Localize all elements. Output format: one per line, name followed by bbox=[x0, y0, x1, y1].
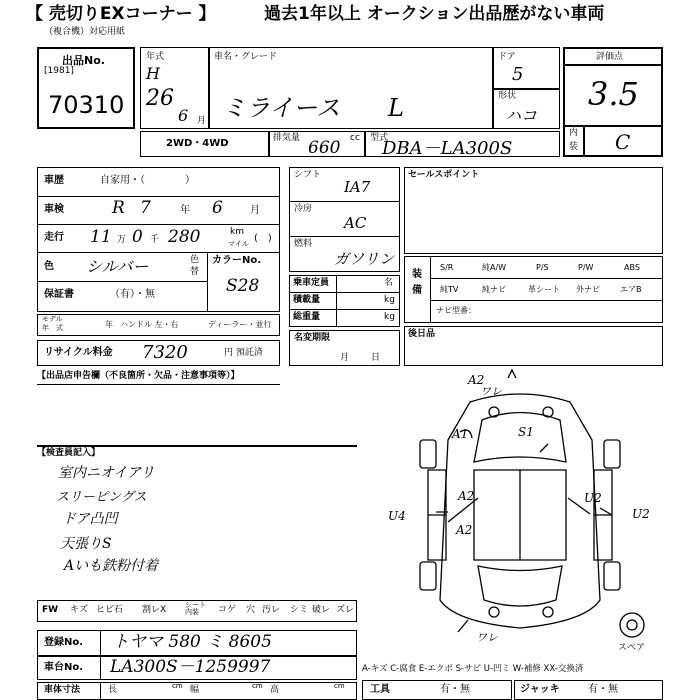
key-legend: A-キズ C-腐食 E-エクボ S-サビ U-凹ミ W-補修 XX-交換済 bbox=[362, 664, 584, 674]
capacity-gross-unit: kg bbox=[384, 312, 395, 322]
name-change-label: 名変期限 bbox=[294, 333, 331, 343]
color-no-value: S28 bbox=[226, 276, 260, 296]
fuel-label: 燃料 bbox=[294, 239, 313, 249]
lot-label: 出品No. bbox=[62, 54, 105, 67]
legend-4: シート内装 bbox=[185, 601, 206, 616]
inspector-note-1: 室内ニオイアリ bbox=[58, 465, 155, 481]
inspection-year: 7 bbox=[140, 198, 151, 218]
model-label: 型式 bbox=[370, 133, 389, 143]
doors-value: 5 bbox=[512, 64, 524, 85]
equip-aw: 純A/W bbox=[482, 263, 507, 272]
score-label: 評価点 bbox=[596, 52, 624, 62]
drive-label: 2WD・4WD bbox=[166, 138, 229, 149]
warranty-label: 保証書 bbox=[44, 289, 74, 300]
mileage-d3: 千 bbox=[150, 235, 160, 245]
ac-label: 冷房 bbox=[294, 204, 313, 214]
mark-a2-top: A2 bbox=[468, 373, 485, 387]
mark-a2-low: A2 bbox=[456, 523, 473, 537]
equipment-label-1: 装 bbox=[412, 269, 422, 280]
mileage-d2: 0 bbox=[132, 227, 143, 247]
jack-value: 有・無 bbox=[588, 684, 618, 695]
interior-value: C bbox=[615, 130, 631, 154]
legend-fw: FW bbox=[42, 605, 59, 615]
dimensions-label: 車体寸法 bbox=[44, 685, 81, 695]
equip-ext-navi: 外ナビ bbox=[576, 285, 600, 294]
equip-navi-model: ナビ型番： bbox=[436, 306, 476, 315]
year-label: 年式 bbox=[146, 52, 165, 62]
mark-w-top: ワレ bbox=[480, 385, 502, 398]
history-label: 車歴 bbox=[44, 175, 64, 186]
legend-2: ヒビ石 bbox=[96, 605, 124, 615]
dim-w-unit: cm bbox=[252, 682, 263, 690]
model-value: DBA－LA300S bbox=[382, 138, 513, 159]
mark-a2-mid: A2 bbox=[458, 489, 475, 503]
inspection-label: 車検 bbox=[44, 204, 64, 215]
lot-number: 70310 bbox=[48, 91, 125, 119]
inspection-era: R bbox=[112, 198, 125, 218]
sales-points-label: セールスポイント bbox=[408, 170, 480, 180]
year-era: H bbox=[146, 64, 160, 83]
mark-a1: A1 bbox=[452, 427, 469, 441]
interior-label-1: 内 bbox=[569, 128, 579, 138]
color-value: シルバー bbox=[86, 257, 149, 276]
year-month-unit: 月 bbox=[197, 116, 207, 126]
color-label: 色 bbox=[44, 261, 54, 272]
recycle-value: 7320 bbox=[142, 342, 188, 363]
model-year-label-2: 年 式 bbox=[42, 324, 63, 332]
capacity-load-label: 積載量 bbox=[293, 295, 321, 305]
inspector-note-5: Aいも鉄粉付着 bbox=[64, 558, 159, 574]
model-year-label-1: モデル bbox=[42, 315, 63, 323]
mileage-d0: 11 bbox=[90, 227, 112, 247]
handle-value: ハンドル 左・右 bbox=[120, 320, 179, 329]
displacement-value: 660 bbox=[308, 138, 341, 158]
legend-7: 汚レ bbox=[262, 605, 281, 615]
mileage-unit-km: km bbox=[230, 227, 244, 237]
interior-label-2: 装 bbox=[569, 142, 579, 152]
equip-abs: ABS bbox=[624, 263, 640, 272]
equip-navi: 純ナビ bbox=[482, 285, 506, 294]
capacity-seats-label: 乗車定員 bbox=[293, 278, 330, 288]
header-left: 【 売切りEXコーナー 】 bbox=[26, 4, 216, 24]
legend-5: コゲ bbox=[218, 605, 237, 615]
chassis-label: 車台No. bbox=[44, 662, 84, 673]
doors-label: ドア bbox=[498, 52, 516, 62]
later-date-label: 後日品 bbox=[408, 329, 436, 339]
recycle-label: リサイクル料金 bbox=[44, 347, 113, 358]
mileage-d4: 280 bbox=[168, 227, 201, 247]
tools-value: 有・無 bbox=[440, 684, 470, 695]
header-right: 過去1年以上 オークション出品歴がない車両 bbox=[264, 4, 605, 24]
dim-h: 高 bbox=[270, 685, 280, 695]
dim-h-unit: cm bbox=[334, 682, 345, 690]
mark-u4: U4 bbox=[388, 509, 406, 523]
legend-8: シミ bbox=[290, 605, 309, 615]
equip-pw: P/W bbox=[578, 263, 594, 272]
equip-airbag: エアB bbox=[620, 285, 642, 294]
form-note: （複合機）対応用紙 bbox=[44, 27, 126, 37]
color-changed-2: 替 bbox=[190, 267, 200, 277]
fuel-value: ガソリン bbox=[334, 250, 395, 268]
mark-s1: S1 bbox=[518, 425, 534, 439]
mark-w-bottom: ワレ bbox=[476, 631, 498, 644]
warranty-value: （有）・無 bbox=[110, 289, 155, 300]
legend-3: 割レX bbox=[142, 605, 167, 615]
inspector-note-4: 天張りS bbox=[60, 536, 112, 552]
history-value: 自家用・（ ） bbox=[100, 175, 195, 186]
legend-6: 穴 bbox=[246, 605, 256, 615]
legend-9: 破レ bbox=[312, 605, 331, 615]
ac-value: AC bbox=[344, 214, 367, 232]
inspector-label: 【検査員記入】 bbox=[37, 448, 101, 458]
inspection-year-unit: 年 bbox=[180, 205, 190, 216]
inspection-month: 6 bbox=[212, 198, 223, 218]
inspector-note-3: ドア凸凹 bbox=[62, 511, 118, 527]
chassis-value: LA300S－1259997 bbox=[110, 657, 271, 677]
equipment-label-2: 備 bbox=[412, 285, 422, 296]
capacity-seats-unit: 名 bbox=[384, 278, 394, 288]
lot-seat: [1981] bbox=[44, 66, 74, 76]
inspector-note-2: スリーピングス bbox=[56, 490, 147, 505]
capacity-load-unit: kg bbox=[384, 295, 395, 305]
equip-tv: 純TV bbox=[440, 285, 459, 294]
tools-label: 工具 bbox=[370, 684, 390, 695]
car-label: 車名・グレード bbox=[214, 52, 278, 62]
legend-10: ズレ bbox=[336, 605, 355, 615]
jack-label: ジャッキ bbox=[520, 684, 560, 695]
mark-u2-right: U2 bbox=[632, 507, 650, 521]
recycle-unit: 円 預託済 bbox=[224, 348, 263, 358]
registration-value: トヤマ 580 ミ 8605 bbox=[112, 632, 272, 652]
displacement-label: 排気量 bbox=[273, 133, 301, 143]
color-no-label: カラーNo. bbox=[212, 255, 262, 266]
shape-value: ハコ bbox=[505, 106, 538, 125]
mark-u2-mid: U2 bbox=[584, 491, 602, 505]
year-month: 6 bbox=[178, 106, 189, 125]
year-value: 26 bbox=[146, 86, 174, 111]
car-name: ミライース bbox=[222, 94, 341, 122]
mileage-d1: 万 bbox=[117, 235, 127, 245]
dim-l: 長 bbox=[108, 685, 118, 695]
name-change-unit: 月日 bbox=[340, 353, 403, 363]
inspection-month-unit: 月 bbox=[250, 205, 260, 216]
model-year-unit: 年 bbox=[105, 320, 113, 329]
color-changed-1: 色 bbox=[190, 255, 200, 265]
car-grade: L bbox=[388, 94, 404, 122]
shape-label: 形状 bbox=[498, 91, 517, 101]
shift-label: シフト bbox=[294, 170, 322, 180]
registration-label: 登録No. bbox=[44, 637, 84, 648]
equip-leather: 革シート bbox=[528, 285, 560, 294]
displacement-unit: cc bbox=[350, 133, 360, 143]
equip-ps: P/S bbox=[536, 263, 549, 272]
shift-value: IA7 bbox=[344, 178, 371, 196]
seller-notes-label: 【出品店申告欄（不良箇所・欠品・注意事項等）】 bbox=[37, 371, 240, 381]
dim-l-unit: cm bbox=[172, 682, 183, 690]
equip-sr: S/R bbox=[440, 263, 454, 272]
capacity-gross-label: 総重量 bbox=[293, 312, 321, 322]
score-value: 3.5 bbox=[588, 75, 639, 113]
mileage-unit-mile: マイル bbox=[228, 240, 249, 248]
dim-w: 幅 bbox=[190, 685, 200, 695]
legend-1: キズ bbox=[70, 605, 88, 615]
mileage-label: 走行 bbox=[44, 232, 64, 243]
spare-label: スペア bbox=[618, 643, 646, 653]
dealer-value: ディーラー・並行 bbox=[208, 320, 272, 329]
